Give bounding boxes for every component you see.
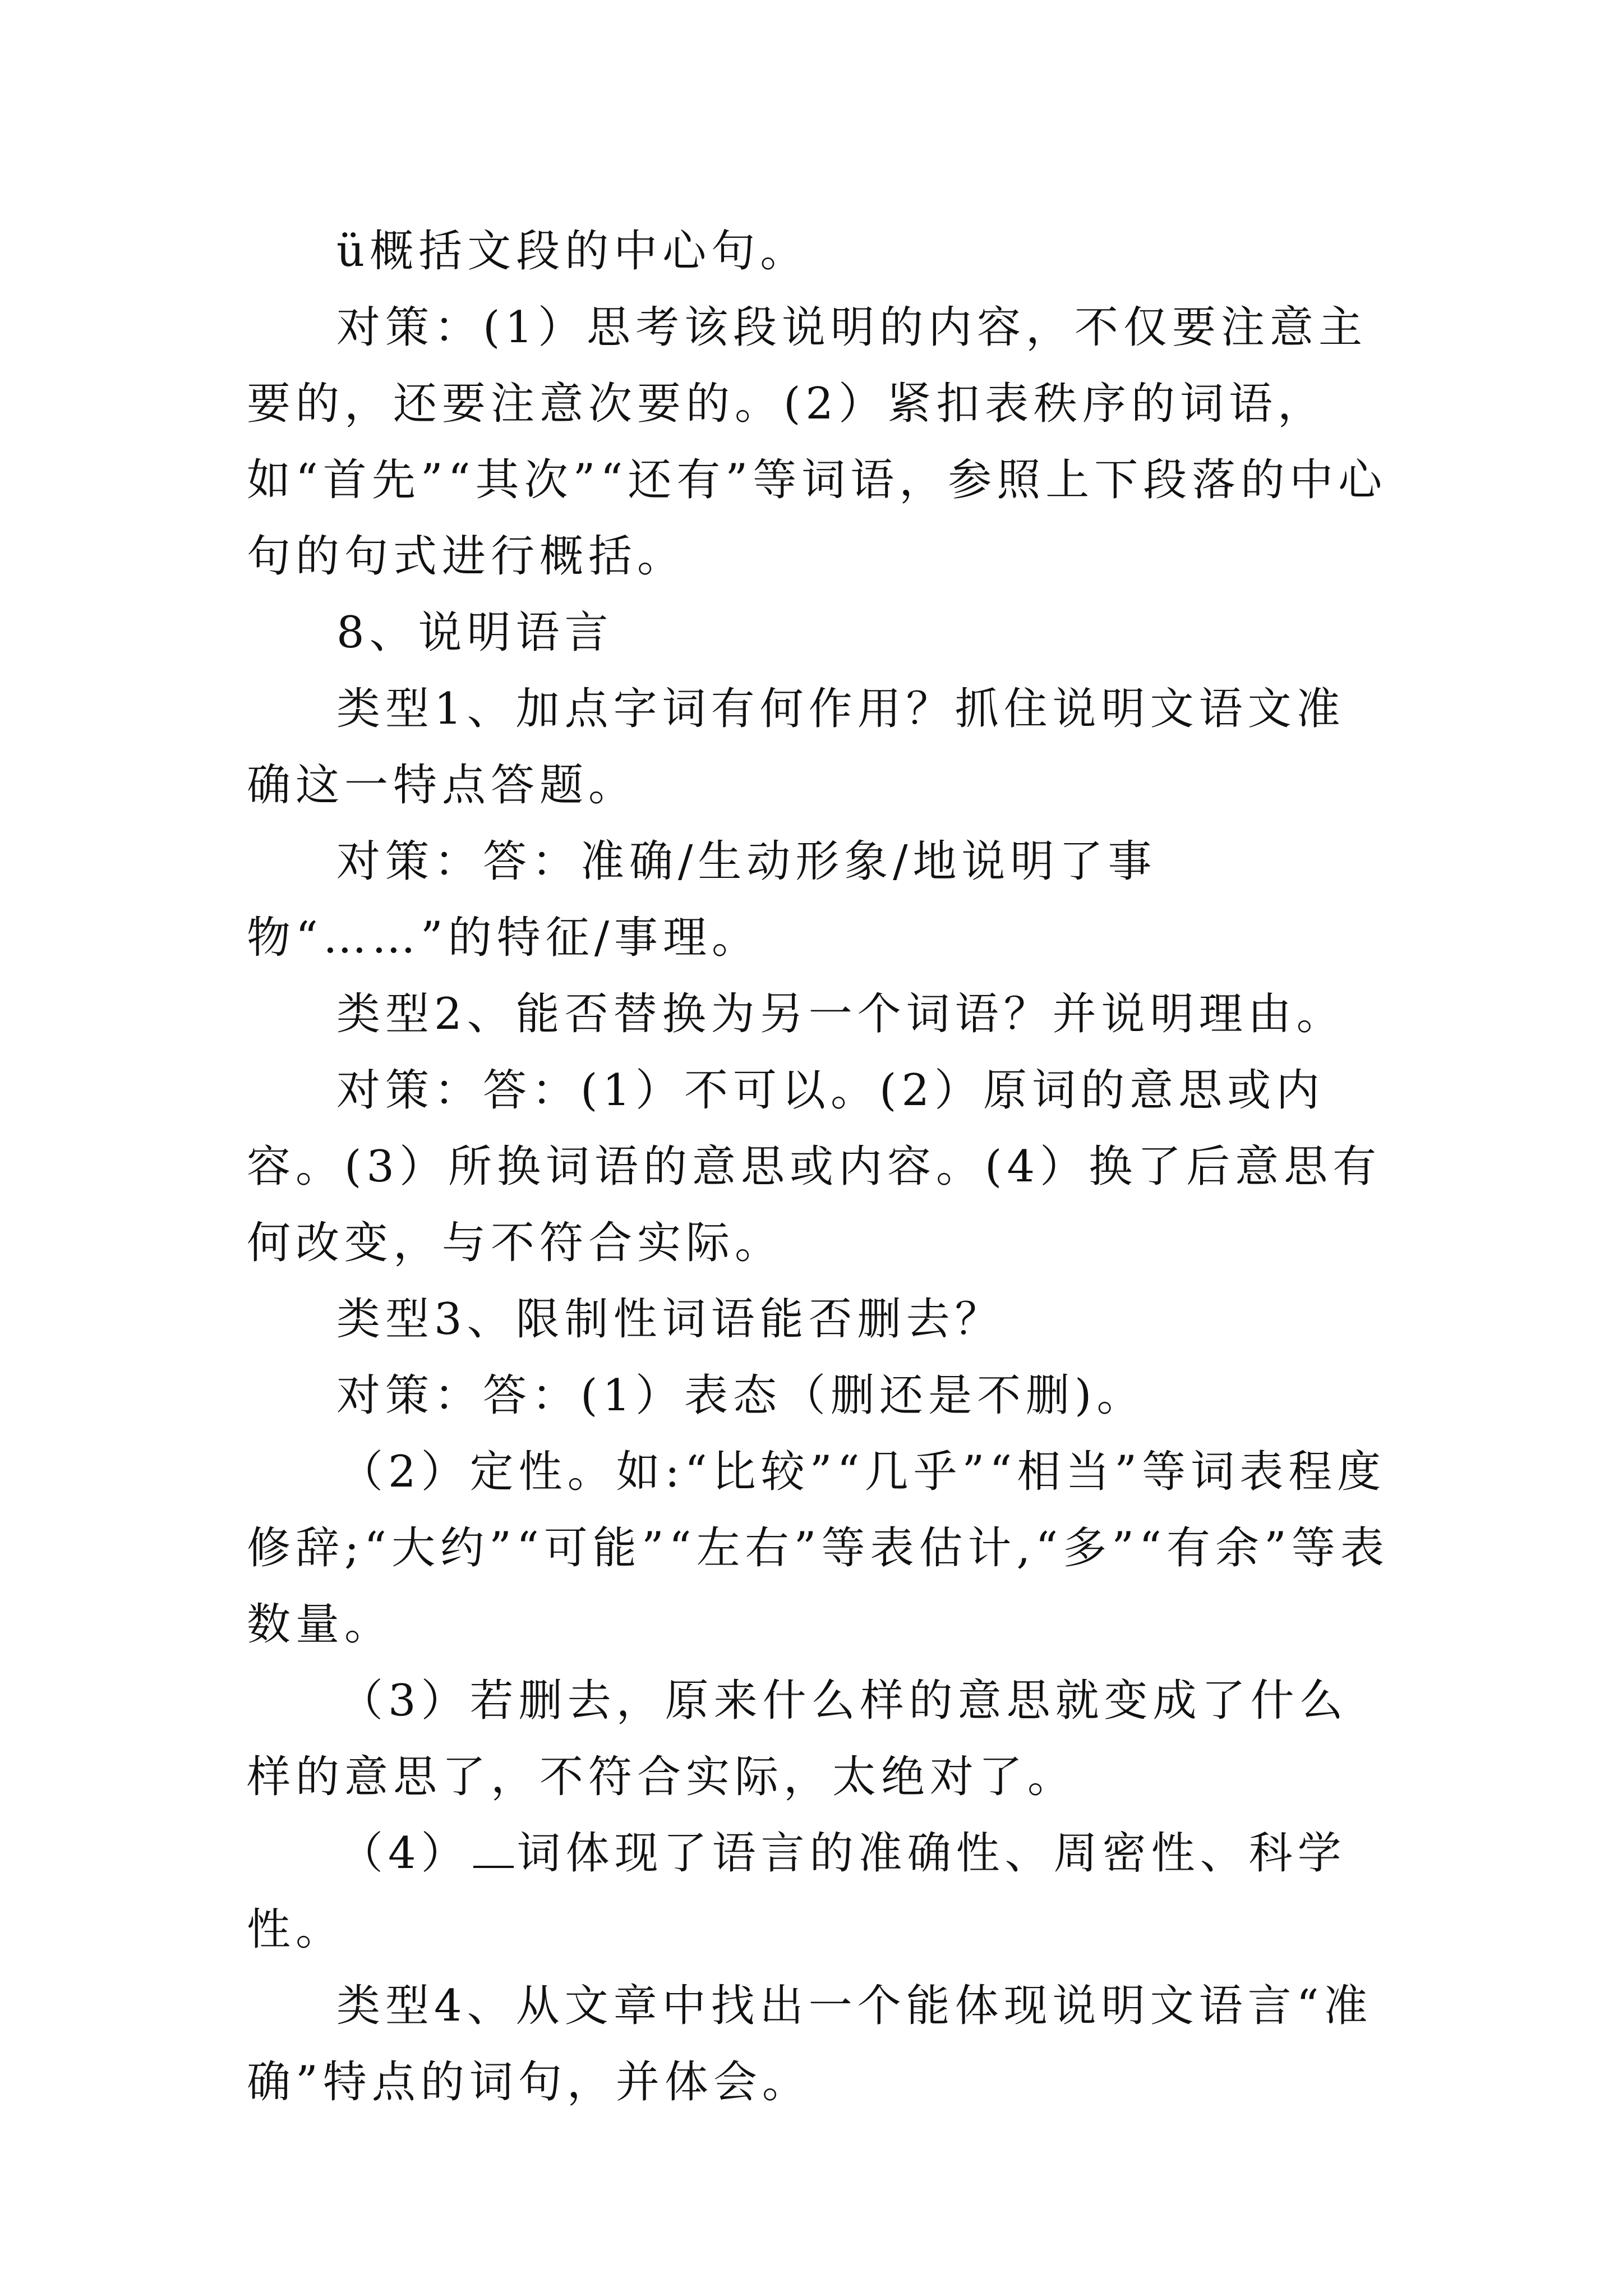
paragraph-point-2: （2）定性。如:“比较”“几乎”“相当”等词表程度修辞;“大约”“可能”“左右”等表估计,“多”“有余”等表数量。 bbox=[247, 1447, 1389, 1650]
fill-in-blank bbox=[473, 1826, 514, 1868]
paragraph-strategy-type-1: 对策：答：准确/生动形象/地说明了事物“……”的特征/事理。 bbox=[247, 836, 1157, 963]
paragraph-point-3: （3）若删去，原来什么样的意思就变成了什么样的意思了，不符合实际，太绝对了。 bbox=[247, 1676, 1348, 1802]
point-4-prefix: （4） bbox=[339, 1828, 470, 1879]
paragraph-type-3: 类型3、限制性词语能否删去？ bbox=[336, 1294, 1004, 1345]
section-heading-explanatory-language: 8、说明语言 bbox=[336, 608, 614, 658]
paragraph-point-4 bbox=[247, 1815, 1391, 1968]
paragraph-strategy-type-2: 对策：答：(1）不可以。(2）原词的意思或内容。(3）所换词语的意思或内容。(4）换了后意思有何改变，与不符合实际。 bbox=[247, 1065, 1382, 1268]
document-body bbox=[247, 213, 1391, 2120]
paragraph-type-4: 类型4、从文章中找出一个能体现说明文语言“准确”特点的词句，并体会。 bbox=[247, 1981, 1373, 2108]
paragraph-type-1: 类型1、加点字词有何作用？抓住说明文语文准确这一特点答题。 bbox=[247, 684, 1345, 811]
paragraph-summary-sentence: ü概括文段的中心句。 bbox=[336, 226, 809, 277]
paragraph-type-2: 类型2、能否替换为另一个词语？并说明理由。 bbox=[336, 989, 1345, 1039]
point-4-text: 词体现了语言的准确性、周密性、科学性。 bbox=[247, 1828, 1347, 1955]
paragraph-strategy-type-3: 对策：答：(1）表态（删还是不删)。 bbox=[336, 1370, 1146, 1421]
paragraph-strategy-summary: 对策：(1）思考该段说明的内容，不仅要注意主要的，还要注意次要的。(2）紧扣表秩序的词语，如“首先”“其次”“还有”等词语，参照上下段落的中心句的句式进行概括。 bbox=[247, 302, 1387, 582]
